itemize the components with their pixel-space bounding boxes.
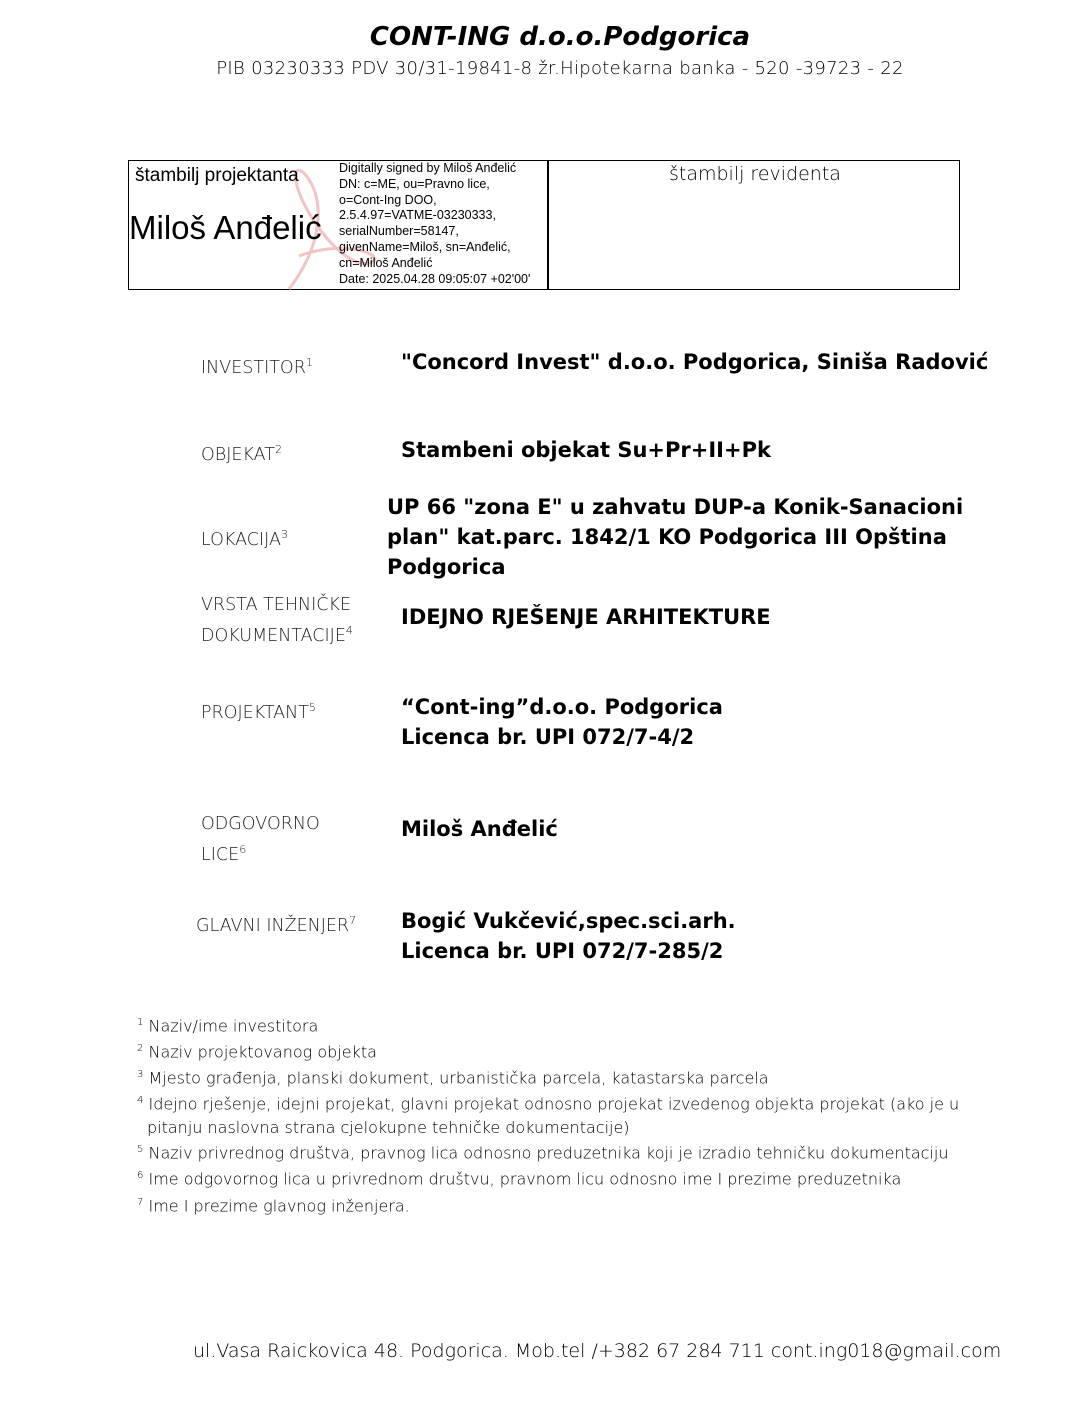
lokacija-label — [201, 522, 288, 553]
footnote-number: 5 — [137, 1144, 144, 1156]
footnote-text: Ime I prezime glavnog inženjera. — [148, 1195, 410, 1215]
value-line: Bogić Vukčević,spec.sci.arh. — [401, 909, 736, 933]
value-line: UP 66 "zona E" u zahvatu DUP-a Konik-Sanacioni — [387, 495, 964, 519]
footnote-ref: 3 — [280, 528, 288, 541]
label-text: LICE — [201, 844, 240, 865]
stamp-divider — [547, 161, 549, 289]
stamp-box — [128, 160, 960, 290]
lokacija-value — [387, 492, 963, 582]
reviewer-stamp-label: štambilj revidenta — [669, 163, 841, 185]
footer-contact: ul.Vasa Raickovica 48. Podgorica. Mob.tel /+382 67 284 711 cont.ing018@gmail.com — [193, 1340, 1002, 1362]
footnote-text: Naziv/ime investitora — [148, 1016, 319, 1036]
projektant-label — [201, 695, 316, 726]
signature-line: givenName=Miloš, sn=Anđelić, — [339, 239, 511, 254]
value-line: Podgorica — [387, 555, 506, 579]
footnote-text: Naziv projektovanog objekta — [148, 1042, 377, 1062]
odgovorno-lice-value: Miloš Anđelić — [401, 817, 558, 841]
footnote-ref: 4 — [345, 624, 353, 637]
footnote-number: 1 — [137, 1017, 144, 1028]
objekat-value: Stambeni objekat Su+Pr+II+Pk — [401, 438, 771, 462]
label-text: ODGOVORNO — [201, 814, 320, 834]
footnote — [137, 1165, 959, 1191]
projektant-value — [401, 692, 723, 752]
footnote-text: Ime odgovornog lica u privrednom društvu, pravnom licu odnosno ime I prezime preduzetnika — [148, 1169, 902, 1189]
label-text: PROJEKTANT — [201, 702, 309, 723]
company-details: PIB 03230333 PDV 30/31-19841-8 žr.Hipotekarna banka - 520 -39723 - 22 — [216, 58, 904, 79]
footnote-ref: 6 — [239, 843, 247, 856]
signature-line: serialNumber=58147, — [339, 224, 459, 239]
value-line: plan" kat.parc. 1842/1 KO Podgorica III Opština — [387, 525, 947, 549]
value-line: Licenca br. UPI 072/7-4/2 — [401, 725, 695, 749]
footnote-number: 2 — [137, 1043, 144, 1055]
digital-signature-details[interactable] — [339, 161, 530, 287]
footnote-text: Mjesto građenja, planski dokument, urbanistička parcela, katastarska parcela — [148, 1068, 769, 1088]
footnote — [137, 1012, 959, 1038]
footnote-ref: 7 — [349, 914, 357, 927]
footnote — [137, 1117, 959, 1140]
signature-line: cn=Miloš Anđelić — [339, 255, 433, 270]
footnote-ref: 2 — [274, 443, 282, 456]
signature-name: Miloš Anđelić — [129, 209, 322, 246]
footnote-ref: 1 — [305, 356, 313, 369]
footnote — [137, 1038, 959, 1064]
footnote-text: Naziv privrednog društva, pravnog lica odnosno preduzetnika koji je izradio tehničku dokumentaciju — [148, 1143, 949, 1163]
label-text: VRSTA TEHNIČKE — [201, 595, 352, 615]
investitor-label — [201, 350, 313, 381]
investitor-value: "Concord Invest" d.o.o. Podgorica, Siniša Radović — [401, 350, 989, 374]
glavni-inzenjer-label — [196, 908, 356, 939]
signature-line: DN: c=ME, ou=Pravno lice, — [339, 176, 490, 191]
glavni-inzenjer-value — [401, 906, 736, 966]
footnote — [137, 1090, 959, 1116]
signature-line: Date: 2025.04.28 09:05:07 +02'00' — [339, 271, 531, 286]
footnote — [137, 1139, 959, 1165]
footnote-number: 6 — [137, 1170, 144, 1182]
signature-line: o=Cont-Ing DOO, — [339, 192, 437, 207]
footnote — [137, 1064, 959, 1090]
vrsta-value: IDEJNO RJEŠENJE ARHITEKTURE — [401, 605, 771, 629]
value-line: “Cont-ing”d.o.o. Podgorica — [401, 695, 723, 719]
footnote — [137, 1192, 959, 1218]
footnote-number: 3 — [137, 1069, 144, 1081]
footnotes — [137, 1012, 959, 1218]
footnote-text: Idejno rješenje, idejni projekat, glavni projekat odnosno projekat izvedenog objekta projekat (ako je u — [148, 1094, 960, 1114]
designer-stamp-label: štambilj projektanta — [135, 165, 299, 186]
signature-line: 2.5.4.97=VATME-03230333, — [339, 208, 496, 223]
company-title: CONT-ING d.o.o.Podgorica — [369, 22, 751, 52]
label-text: INVESTITOR — [201, 357, 306, 378]
value-line: Licenca br. UPI 072/7-285/2 — [401, 939, 724, 963]
label-text: DOKUMENTACIJE — [201, 625, 346, 646]
odgovorno-lice-label — [201, 811, 320, 868]
vrsta-label — [201, 592, 353, 649]
footnote-number: 4 — [137, 1095, 144, 1107]
footnote-text: pitanju naslovna strana cjelokupne tehničke dokumentacije) — [147, 1117, 630, 1137]
label-text: OBJEKAT — [201, 444, 275, 465]
footnote-ref: 5 — [308, 701, 316, 714]
signature-line: Digitally signed by Miloš Anđelić — [339, 161, 517, 175]
objekat-label — [201, 437, 282, 468]
label-text: LOKACIJA — [201, 529, 281, 550]
label-text: GLAVNI INŽENJER — [196, 915, 350, 936]
footnote-number: 7 — [137, 1196, 144, 1208]
